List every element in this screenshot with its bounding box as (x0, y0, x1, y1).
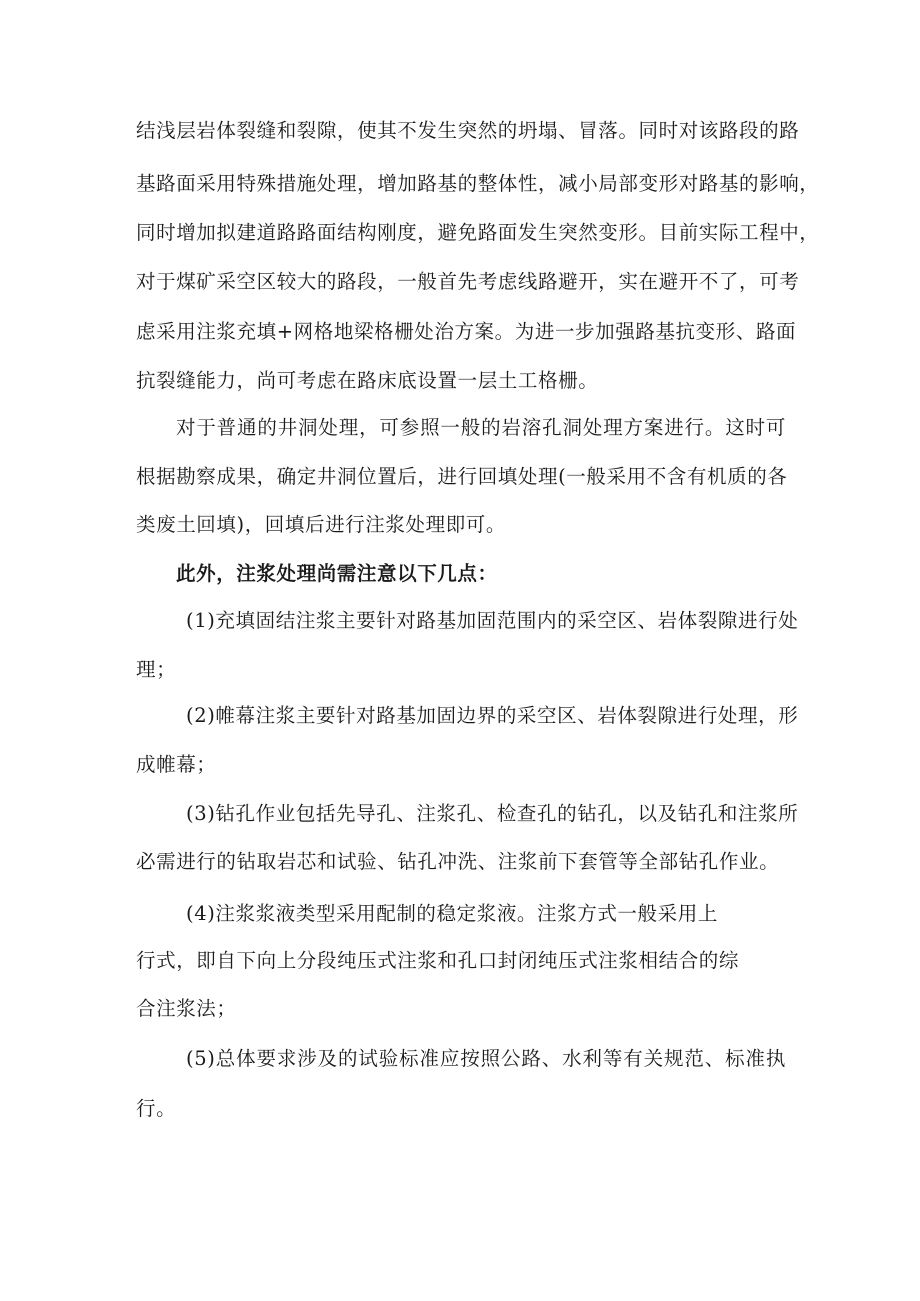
paragraph-2-line-3: 类废土回填)，回填后进行注浆处理即可。 (136, 513, 507, 536)
item-3-line-2: 必需进行的钻取岩芯和试验、钻孔冲洗、注浆前下套管等全部钻孔作业。 (136, 850, 780, 873)
item-3-line-1: (3)钻孔作业包括先导孔、注浆孔、检查孔的钻孔，以及钻孔和注浆所 (186, 802, 799, 825)
item-5-line-2: 行。 (136, 1097, 177, 1120)
paragraph-2-line-2: 根据勘察成果，确定井洞位置后，进行回填处理(一般采用不含有机质的各 (136, 465, 788, 488)
paragraph-1-line-1: 结浅层岩体裂缝和裂隙，使其不发生突然的坍塌、冒落。同时对该路段的路 (136, 119, 800, 142)
item-1-line-2: 理； (136, 658, 177, 681)
paragraph-2-line-1: 对于普通的井洞处理，可参照一般的岩溶孔洞处理方案进行。这时可 (176, 416, 786, 439)
item-2-line-2: 成帷幕； (136, 753, 217, 776)
paragraph-1-line-6: 抗裂缝能力，尚可考虑在路床底设置一层土工格栅。 (136, 369, 599, 392)
item-1-line-1: (1)充填固结注浆主要针对路基加固范围内的采空区、岩体裂隙进行处 (186, 609, 799, 632)
paragraph-1-line-4: 对于煤矿采空区较大的路段，一般首先考虑线路避开，实在避开不了，可考 (136, 270, 800, 293)
paragraph-1-line-3: 同时增加拟建道路路面结构刚度，避免路面发生突然变形。目前实际工程中， (136, 221, 820, 244)
paragraph-1-line-5: 虑采用注浆充填+网格地梁格栅处治方案。为进一步加强路基抗变形、路面 (136, 320, 797, 343)
item-5-line-1: (5)总体要求涉及的试验标准应按照公路、水利等有关规范、标准执 (186, 1047, 786, 1070)
item-4-line-1: (4)注浆浆液类型采用配制的稳定浆液。注浆方式一般采用上 (186, 902, 718, 925)
item-4-line-3: 合注浆法； (136, 997, 237, 1020)
item-2-line-1: (2)帷幕注浆主要针对路基加固边界的采空区、岩体裂隙进行处理，形 (186, 704, 799, 727)
paragraph-1-line-2: 基路面采用特殊措施处理，增加路基的整体性，减小局部变形对路基的影响， (136, 172, 820, 195)
item-4-line-2: 行式，即自下向上分段纯压式注浆和孔口封闭纯压式注浆相结合的综 (136, 949, 740, 972)
notes-heading: 此外，注浆处理尚需注意以下几点： (176, 562, 498, 585)
